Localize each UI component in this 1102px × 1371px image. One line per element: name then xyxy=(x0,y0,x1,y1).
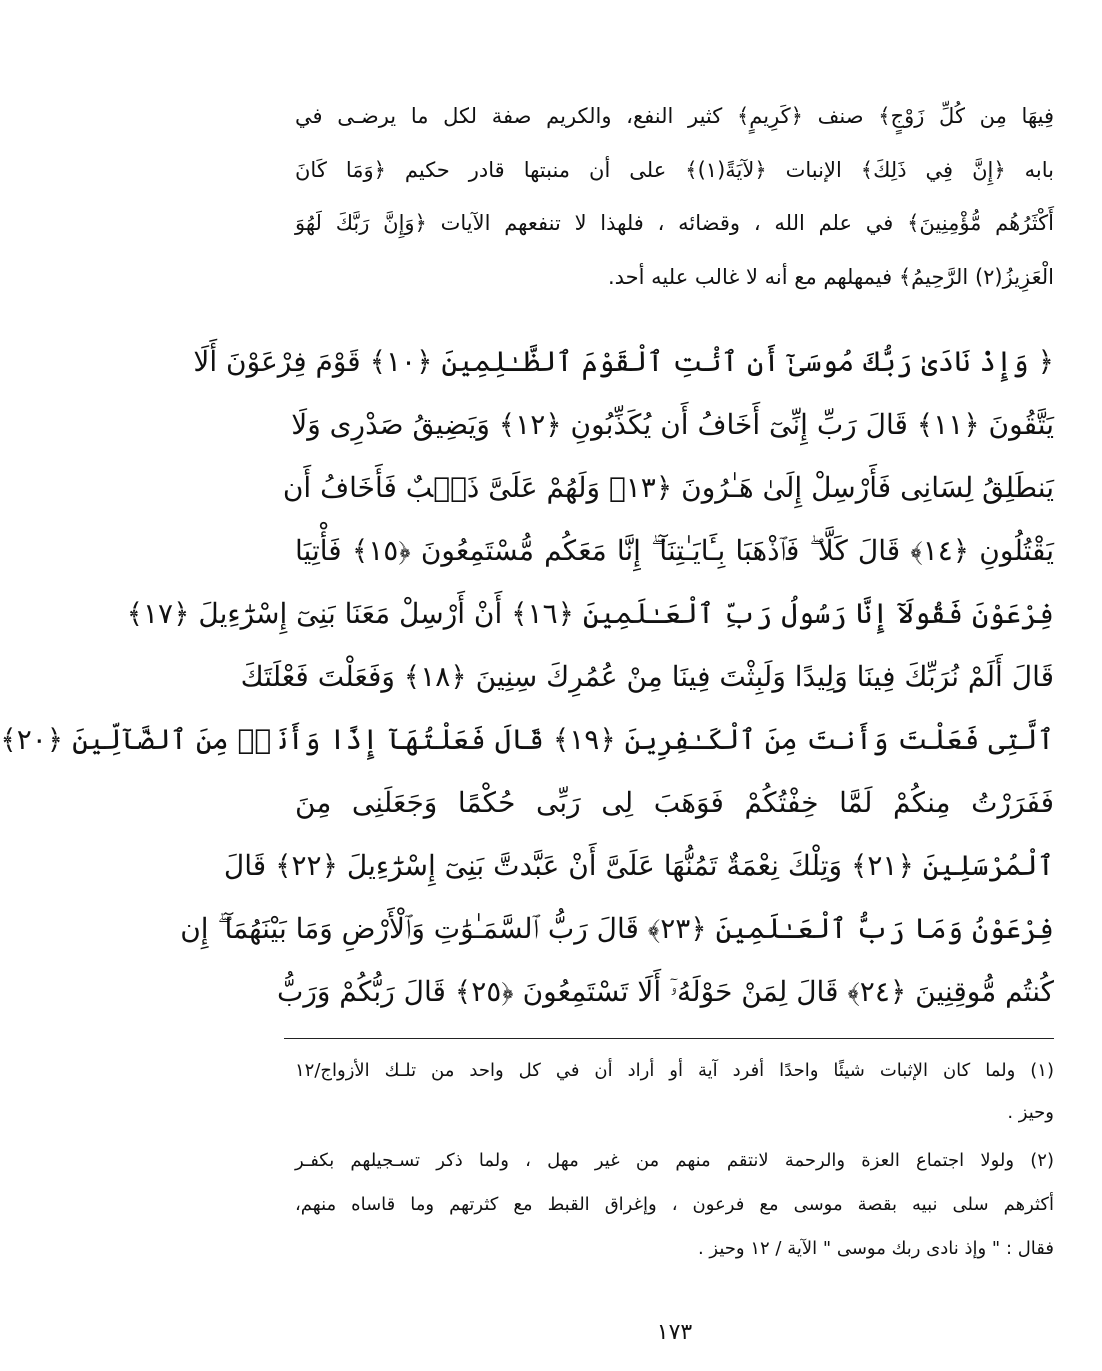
quran-line: ﴿ وَإِذْ نَادَىٰ رَبُّكَ مُوسَىٰٓ أَنِ ٱئْتِ ٱلْقَوْمَ ٱلظَّـٰلِمِينَ ﴿١٠﴾ قَوْمَ فِرْعَوْنَ أَلَا xyxy=(193,345,1054,378)
quran-line: يَقْتُلُونِ ﴿١٤﴾ قَالَ كَلَّا ۖ فَٱذْهَبَا بِـَٔايَـٰتِنَآ ۖ إِنَّا مَعَكُم مُّسْتَمِعُونَ ﴿١٥﴾ فَأْتِيَا xyxy=(295,534,1054,567)
page-number: ١٧٣ xyxy=(656,1320,693,1345)
footnote-line: (٢) ولولا اجتماع العزة والرحمة لانتقم منهم من غير مهل ، ولما ذكر تسـجيلهم بكفـر xyxy=(295,1150,1054,1171)
footnote-divider xyxy=(284,1038,1054,1039)
footnote-line: أكثرهم سلى نبيه بقصة موسى مع فرعون ، وإغراق القبط مع كثرتهم وما قاساه منهم، xyxy=(295,1194,1054,1215)
quran-line: ٱلَّتِى فَعَلْتَ وَأَنتَ مِنَ ٱلْكَـٰفِرِينَ ﴿١٩﴾ قَالَ فَعَلْتُهَآ إِذًا وَأَنَا۠ مِنَ ٱلضَّآلِّينَ ﴿٢٠﴾ xyxy=(0,723,1054,756)
footnote-line: فقال : " وإذ نادى ربك موسى " الآية / ١٢ وحيز . xyxy=(697,1238,1054,1259)
tafsir-line: فِيهَا مِن كُلِّ زَوْجٍ﴾ صنف ﴿كَرِيمٍ﴾ كثير النفع، والكريم صفة لكل ما يرضـى في xyxy=(295,104,1054,128)
quran-line: يَنطَلِقُ لِسَانِى فَأَرْسِلْ إِلَىٰ هَـٰرُونَ ﴿١٣﴾ وَلَهُمْ عَلَىَّ ذَنۢبٌ فَأَخَافُ أَن xyxy=(282,471,1054,504)
quran-line: قَالَ أَلَمْ نُرَبِّكَ فِينَا وَلِيدًا وَلَبِثْتَ فِينَا مِنْ عُمُرِكَ سِنِينَ ﴿١٨﴾ وَفَعَلْتَ فَعْلَتَكَ xyxy=(240,660,1054,693)
quran-line: فِرْعَوْنَ فَقُولَآ إِنَّا رَسُولُ رَبِّ ٱلْعَـٰلَمِينَ ﴿١٦﴾ أَنْ أَرْسِلْ مَعَنَا بَنِىٓ إِسْرَٰٓءِيلَ ﴿١٧﴾ xyxy=(126,597,1054,630)
footnote-line: (١) ولما كان الإثبات شيئًا واحدًا أفرد آية أو أراد أن في كل واحد من تلـك الأزواج/١٢ xyxy=(295,1060,1054,1081)
footnote-line: وحيز . xyxy=(1007,1102,1054,1123)
quran-line: فَفَرَرْتُ مِنكُمْ لَمَّا خِفْتُكُمْ فَوَهَبَ لِى رَبِّى حُكْمًا وَجَعَلَنِى مِنَ xyxy=(295,786,1054,819)
tafsir-line: الْعَزِيزُ(٢) الرَّحِيمُ﴾ فيمهلهم مع أنه لا غالب عليه أحد. xyxy=(607,265,1054,289)
quran-line: فِرْعَوْنُ وَمَا رَبُّ ٱلْعَـٰلَمِينَ ﴿٢٣﴾ قَالَ رَبُّ ٱلسَّمَـٰوَٰتِ وَٱلْأَرْضِ وَمَا بَيْنَهُمَآ ۖ إِن xyxy=(180,912,1054,945)
tafsir-line: بابه ﴿إِنَّ فِي ذَلِكَ﴾ الإنبات ﴿لآيَةً(١)﴾ على أن منبتها قادر حكيم ﴿وَمَا كَانَ xyxy=(295,158,1054,182)
quran-line: يَتَّقُونَ ﴿١١﴾ قَالَ رَبِّ إِنِّىٓ أَخَافُ أَن يُكَذِّبُونِ ﴿١٢﴾ وَيَضِيقُ صَدْرِى وَلَا xyxy=(291,408,1054,441)
quran-line: كُنتُم مُّوقِنِينَ ﴿٢٤﴾ قَالَ لِمَنْ حَوْلَهُۥٓ أَلَا تَسْتَمِعُونَ ﴿٢٥﴾ قَالَ رَبُّكُمْ وَرَبُّ xyxy=(277,975,1054,1008)
tafsir-line: أَكْثَرُهُم مُّؤْمِنِينَ﴾ في علم الله ، وقضائه ، فلهذا لا تنفعهم الآيات ﴿وَإِنَّ رَبَّكَ لَهُوَ xyxy=(295,211,1054,235)
quran-line: ٱلْمُرْسَلِينَ ﴿٢١﴾ وَتِلْكَ نِعْمَةٌ تَمُنُّهَا عَلَىَّ أَنْ عَبَّدتَّ بَنِىٓ إِسْرَٰٓءِيلَ ﴿٢٢﴾ قَالَ xyxy=(223,849,1054,882)
